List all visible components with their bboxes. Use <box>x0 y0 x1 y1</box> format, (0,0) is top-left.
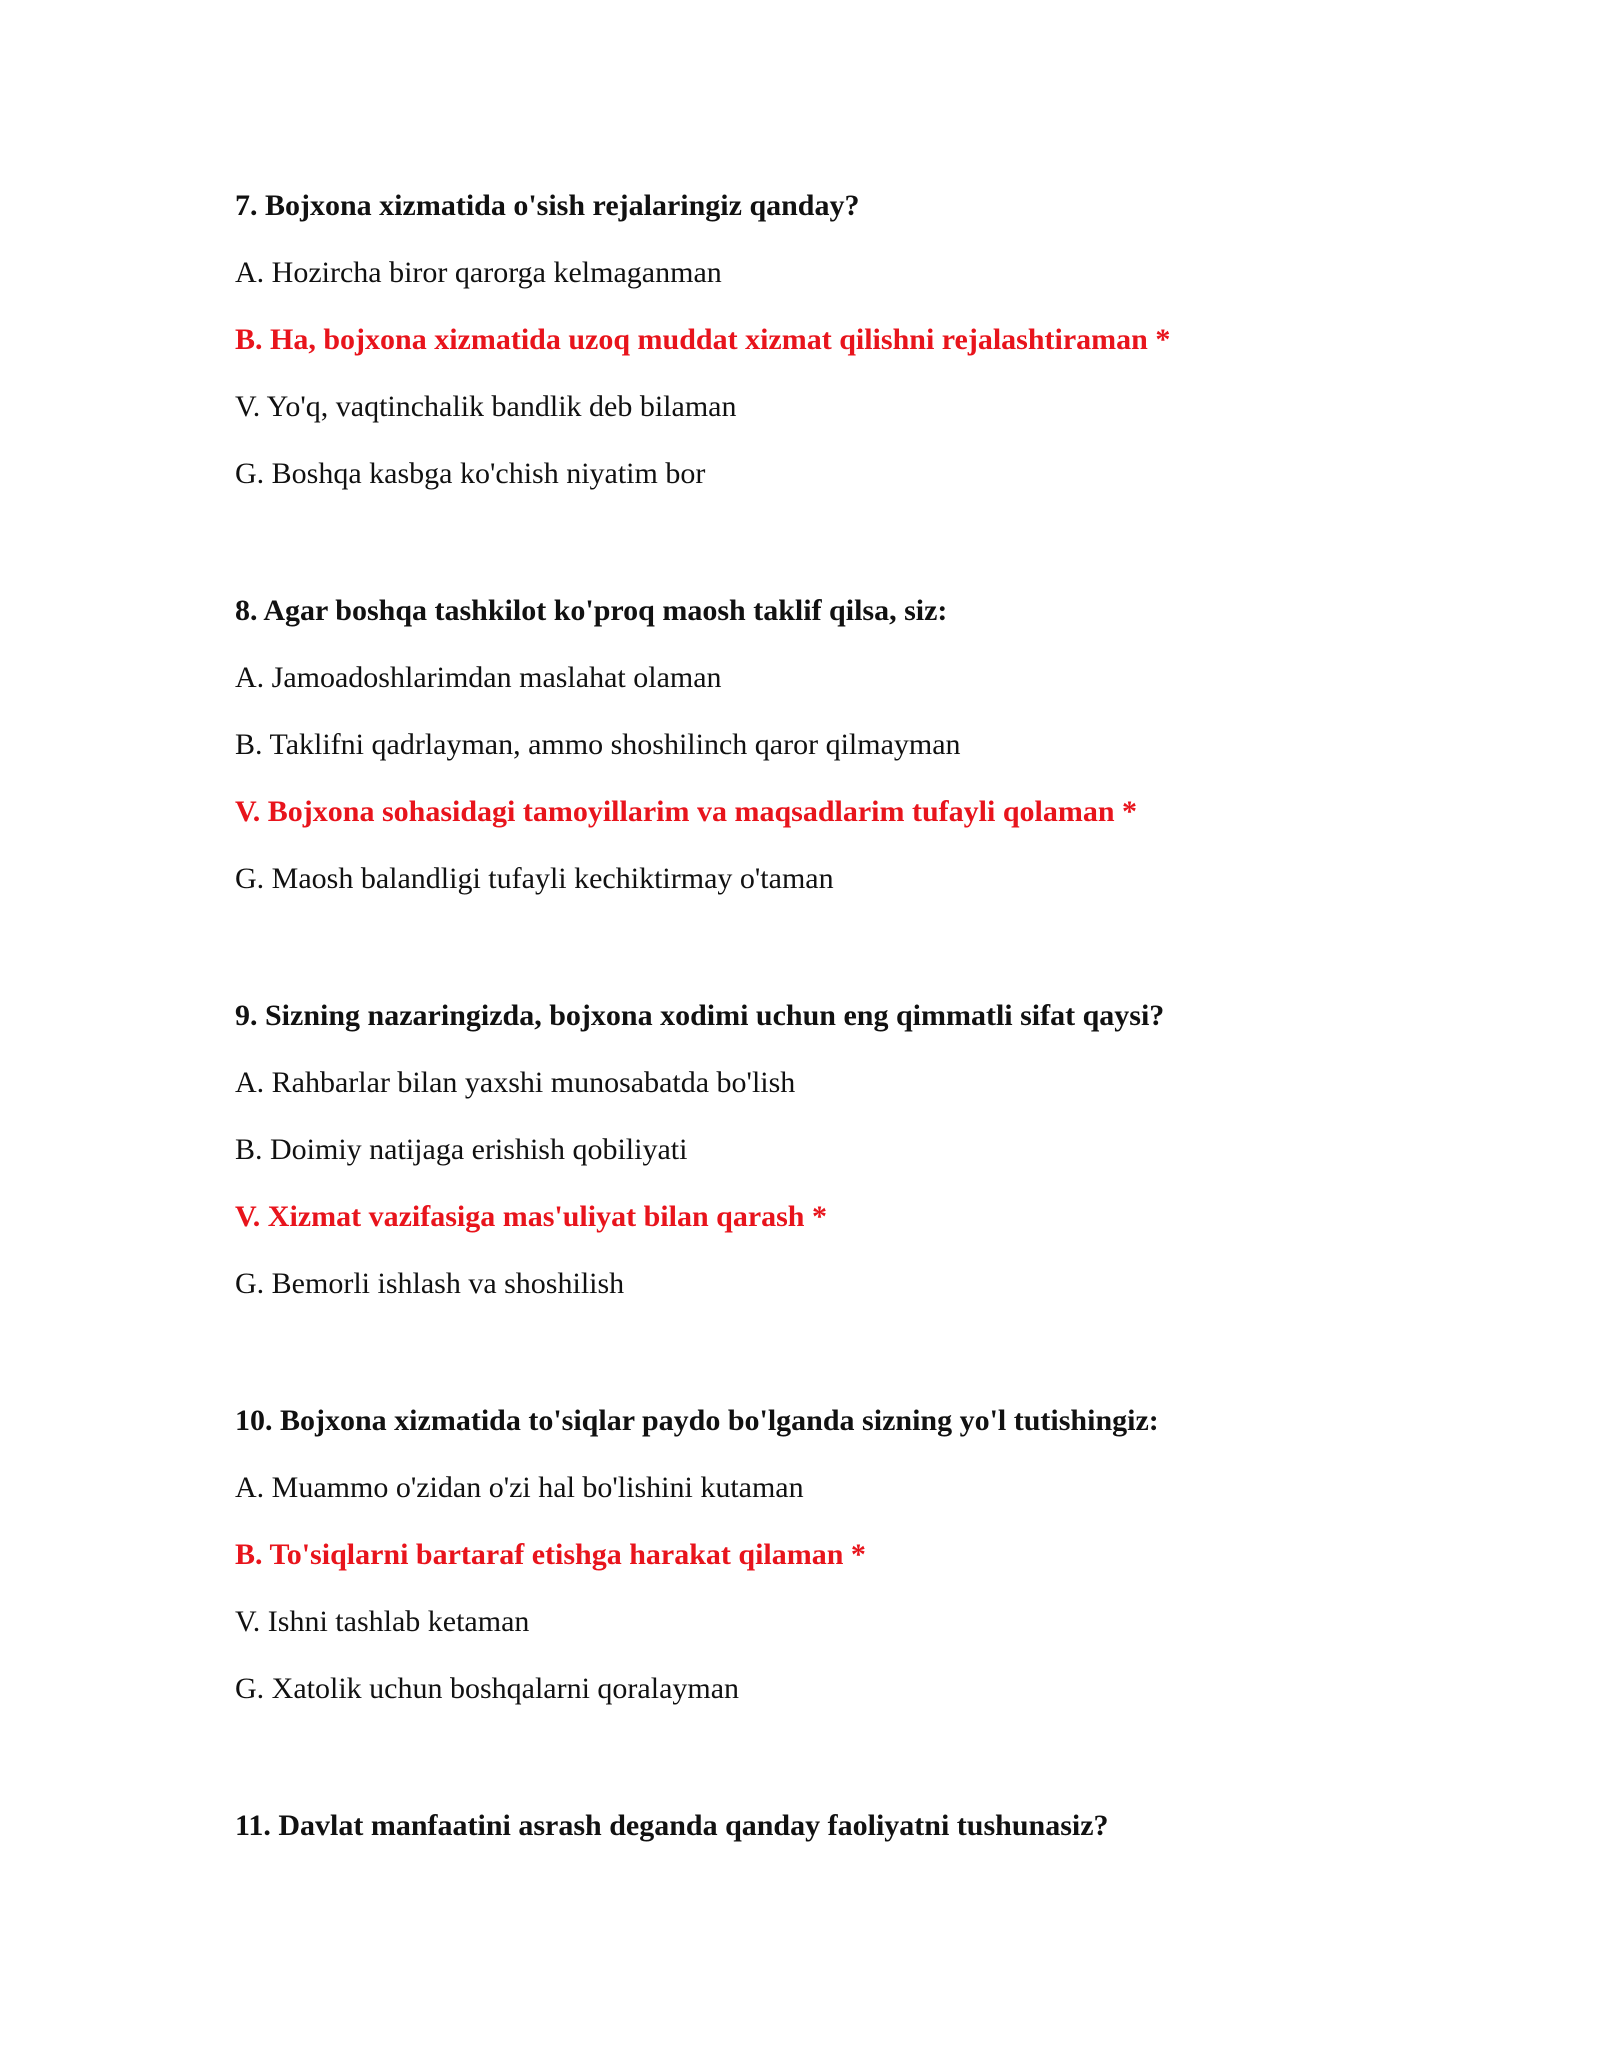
question-8-option-g: G. Maosh balandligi tufayli kechiktirmay o'taman <box>235 862 834 895</box>
question-8: 8. Agar boshqa tashkilot ko'proq maosh taklif qilsa, siz: <box>235 594 948 627</box>
question-block-8 <box>235 594 1435 896</box>
question-7-option-a: A. Hozircha biror qarorga kelmaganman <box>235 256 722 289</box>
question-10-option-a: A. Muammo o'zidan o'zi hal bo'lishini kutaman <box>235 1471 804 1504</box>
question-9-option-a: A. Rahbarlar bilan yaxshi munosabatda bo'lish <box>235 1066 796 1099</box>
question-8-option-v-correct: V. Bojxona sohasidagi tamoyillarim va maqsadlarim tufayli qolaman * <box>235 795 1138 828</box>
question-7-option-v: V. Yo'q, vaqtinchalik bandlik deb bilaman <box>235 390 737 423</box>
question-7-option-g: G. Boshqa kasbga ko'chish niyatim bor <box>235 457 706 490</box>
question-9-option-v-correct: V. Xizmat vazifasiga mas'uliyat bilan qarash * <box>235 1200 827 1233</box>
question-8-option-b: B. Taklifni qadrlayman, ammo shoshilinch qaror qilmayman <box>235 728 961 761</box>
question-block-11 <box>235 1809 1435 1843</box>
question-9: 9. Sizning nazaringizda, bojxona xodimi uchun eng qimmatli sifat qaysi? <box>235 999 1165 1032</box>
question-10-option-b-correct: B. To'siqlarni bartaraf etishga harakat qilaman * <box>235 1538 866 1571</box>
question-block-10 <box>235 1404 1435 1706</box>
question-block-7 <box>235 189 1435 491</box>
question-8-option-a: A. Jamoadoshlarimdan maslahat olaman <box>235 661 722 694</box>
question-10-option-g: G. Xatolik uchun boshqalarni qoralayman <box>235 1672 740 1705</box>
question-7: 7. Bojxona xizmatida o'sish rejalaringiz qanday? <box>235 189 860 222</box>
question-9-option-g: G. Bemorli ishlash va shoshilish <box>235 1267 625 1300</box>
question-block-9 <box>235 999 1435 1301</box>
question-11: 11. Davlat manfaatini asrash deganda qanday faoliyatni tushunasiz? <box>235 1809 1109 1842</box>
question-10-option-v: V. Ishni tashlab ketaman <box>235 1605 530 1638</box>
question-7-option-b-correct: B. Ha, bojxona xizmatida uzoq muddat xizmat qilishni rejalashtiraman * <box>235 323 1171 356</box>
question-10: 10. Bojxona xizmatida to'siqlar paydo bo'lganda sizning yo'l tutishingiz: <box>235 1404 1159 1437</box>
question-9-option-b: B. Doimiy natijaga erishish qobiliyati <box>235 1133 688 1166</box>
